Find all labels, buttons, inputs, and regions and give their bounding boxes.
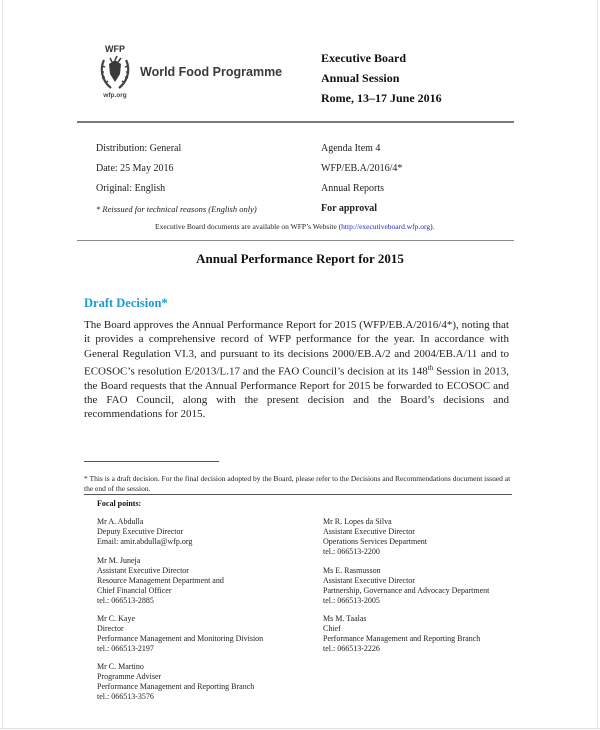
header-divider bbox=[77, 121, 514, 123]
session-type: Annual Session bbox=[321, 71, 400, 85]
website-notice bbox=[155, 222, 435, 231]
focal-points-heading: Focal points: bbox=[97, 499, 142, 508]
draft-body-part2: Session in 2013, the Board requests that the Annual Performance Report for 2015 be forwarded to ECOSOC and the FAO Council, along with the present decision and the Board’s decisions and recommendations for 2015. bbox=[84, 365, 509, 421]
contact-phone: tel.: 066513-3576 bbox=[97, 692, 154, 701]
contact-abdulla bbox=[97, 517, 192, 547]
action-required: For approval bbox=[321, 203, 378, 214]
document-meta-left bbox=[96, 139, 257, 219]
contact-name: Mr C. Kaye bbox=[97, 614, 135, 623]
contact-taalas bbox=[323, 614, 480, 654]
contact-email: Email: amir.abdulla@wfp.org bbox=[97, 537, 193, 546]
contact-phone: tel.: 066513-2197 bbox=[97, 644, 154, 653]
page-bottom-edge bbox=[0, 728, 600, 729]
contact-rasmusson bbox=[323, 566, 489, 606]
contact-department: Performance Management and Reporting Branch bbox=[323, 634, 481, 643]
contact-title: Director bbox=[97, 624, 124, 633]
contact-name: Ms M. Taalas bbox=[323, 614, 367, 623]
contact-name: Ms E. Rasmusson bbox=[323, 566, 381, 575]
contact-phone: tel.: 066513-2226 bbox=[323, 644, 380, 653]
footnote-rule bbox=[84, 461, 219, 462]
contact-phone: tel.: 066513-2005 bbox=[323, 596, 380, 605]
contact-name: Mr M. Juneja bbox=[97, 556, 141, 565]
distribution: Distribution: General bbox=[96, 143, 182, 154]
website-notice-suffix: ). bbox=[430, 222, 435, 231]
contact-department: Partnership, Governance and Advocacy Department bbox=[323, 586, 490, 595]
wfp-logo bbox=[95, 44, 135, 100]
footnote: * This is a draft decision. For the final decision adopted by the Board, please refer to the Decisions and Recommendations document issued at the end of the session. bbox=[84, 474, 511, 493]
contact-department: Operations Services Department bbox=[323, 537, 427, 546]
contact-kaye bbox=[97, 614, 263, 654]
contact-name: Mr A. Abdulla bbox=[97, 517, 144, 526]
draft-body-part1: The Board approves the Annual Performance Report for 2015 (WFP/EB.A/2016/4*), noting that it provides a comprehensive record of WFP performance for the year. In accordance with General Regulation VI.3, and pursuant to its decisions 2000/EB.A/2 and 2004/EB.A/11 and to ECOSOC’s resolution E/2013/L.17 and the FAO Council’s decision at its 148 bbox=[84, 319, 509, 378]
executive-board-link[interactable]: http://executiveboard.wfp.org bbox=[341, 222, 431, 231]
contact-title: Assistant Executive Director bbox=[97, 566, 189, 575]
website-notice-prefix: Executive Board documents are available on WFP’s Website ( bbox=[155, 222, 342, 231]
contact-title: Deputy Executive Director bbox=[97, 527, 184, 536]
contact-title: Chief bbox=[323, 624, 341, 633]
agenda-item: Agenda Item 4 bbox=[321, 143, 381, 154]
logo-acronym: WFP bbox=[105, 44, 125, 54]
draft-decision-body bbox=[84, 318, 509, 422]
organization-name: World Food Programme bbox=[140, 65, 283, 79]
section-divider bbox=[77, 240, 514, 241]
contact-phone: tel.: 066513-2885 bbox=[97, 596, 154, 605]
wfp-wheat-laurel-emblem-icon bbox=[99, 54, 131, 92]
contact-martino bbox=[97, 662, 254, 702]
session-board: Executive Board bbox=[321, 51, 406, 65]
document-symbol: WFP/EB.A/2016/4* bbox=[321, 163, 403, 174]
contact-juneja bbox=[97, 556, 224, 606]
reissue-note: * Reissued for technical reasons (English only) bbox=[96, 204, 257, 214]
ordinal-suffix: th bbox=[427, 363, 434, 372]
document-date: Date: 25 May 2016 bbox=[96, 163, 174, 174]
session-location-date: Rome, 13–17 June 2016 bbox=[321, 91, 442, 105]
contact-lopes-da-silva bbox=[323, 517, 427, 557]
document-meta-right bbox=[321, 139, 402, 219]
contact-department: Performance Management and Monitoring Division bbox=[97, 634, 264, 643]
logo-url: wfp.org bbox=[103, 92, 127, 99]
contact-title: Assistant Executive Director bbox=[323, 576, 415, 585]
contact-department-cont: Chief Financial Officer bbox=[97, 586, 172, 595]
contact-department: Resource Management Department and bbox=[97, 576, 224, 585]
contact-phone: tel.: 066513-2200 bbox=[323, 547, 380, 556]
document-title: Annual Performance Report for 2015 bbox=[196, 251, 404, 266]
document-category: Annual Reports bbox=[321, 183, 385, 194]
contact-title: Programme Adviser bbox=[97, 672, 162, 681]
draft-decision-heading: Draft Decision* bbox=[84, 296, 168, 310]
contact-name: Mr C. Martino bbox=[97, 662, 144, 671]
contact-title: Assistant Executive Director bbox=[323, 527, 415, 536]
footnote-divider bbox=[84, 494, 512, 495]
contact-department: Performance Management and Reporting Branch bbox=[97, 682, 255, 691]
session-info bbox=[321, 48, 442, 108]
original-language: Original: English bbox=[96, 183, 166, 194]
contact-name: Mr R. Lopes da Silva bbox=[323, 517, 392, 526]
